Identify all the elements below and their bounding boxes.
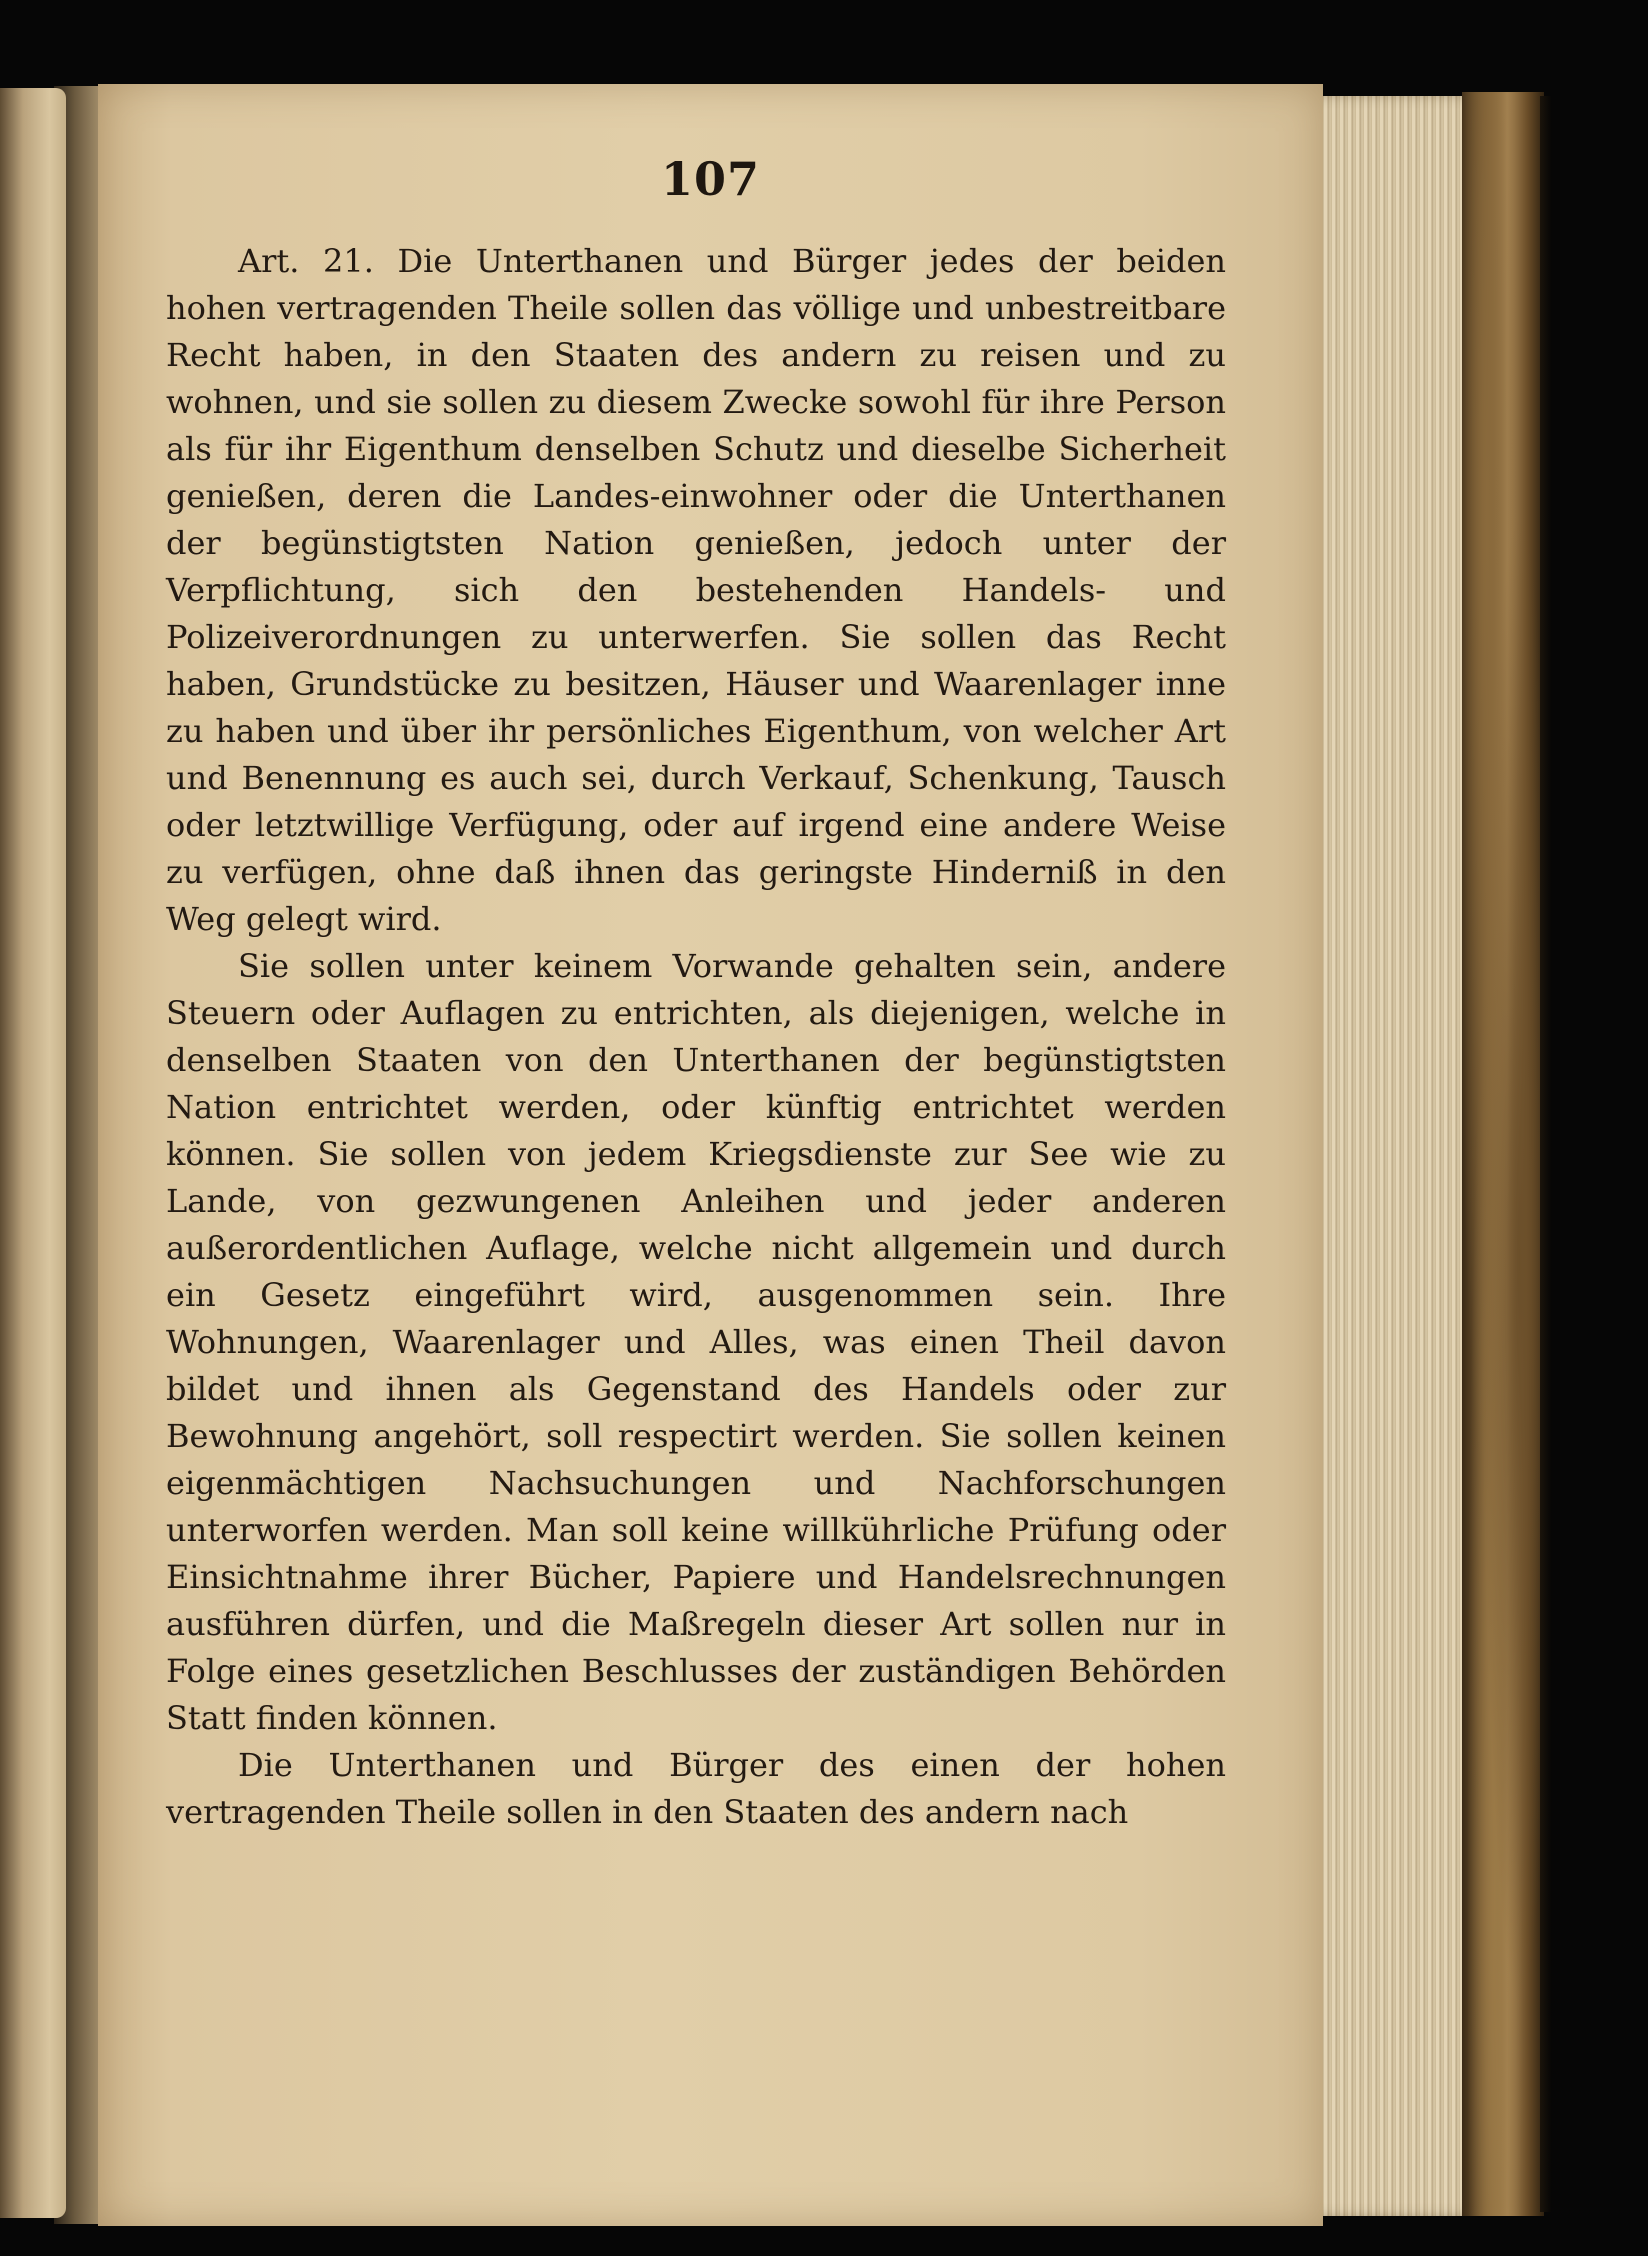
paragraph-article-21: Art. 21. Die Unterthanen und Bürger jedes der beiden hohen vertragenden Theile sollen das völlige und unbestreitbare Recht haben, in den Staaten des andern zu reisen und zu wohnen, und sie sollen zu diesem Zwecke sowohl für ihre Person als für ihr Eigenthum denselben Schutz und dieselbe Sicherheit genießen, deren die Landes-einwohner oder die Unterthanen der begünstigtsten Nation genießen, jedoch unter der Verpflichtung, sich den bestehenden Handels- und Polizeiverordnungen zu unterwerfen. Sie sollen das Recht haben, Grundstücke zu besitzen, Häuser und Waarenlager inne zu haben und über ihr persönliches Eigenthum, von welcher Art und Benennung es auch sei, durch Verkauf, Schenkung, Tausch oder letztwillige Verfügung, oder auf irgend eine andere Weise zu verfügen, ohne daß ihnen das geringste Hinderniß in den Weg gelegt wird. — [166, 242, 1226, 938]
marbled-cover — [1462, 92, 1544, 2216]
paragraph-taxes: Sie sollen unter keinem Vorwande gehalten sein, andere Steuern oder Auflagen zu entrichten, als diejenigen, welche in denselben Staaten von den Unterthanen der begünstigtsten Nation entrichtet werden, oder künftig entrichtet werden können. Sie sollen von jedem Kriegsdienste zur See wie zu Lande, von gezwungenen Anleihen und jeder anderen außerordentlichen Auflage, welche nicht allgemein und durch ein Gesetz eingeführt wird, ausgenommen sein. Ihre Wohnungen, Waarenlager und Alles, was einen Theil davon bildet und ihnen als Gegenstand des Handels oder zur Bewohnung angehört, soll respectirt werden. Sie sollen keinen eigenmächtigen Nachsuchungen und Nachforschungen unterworfen werden. Man soll keine willkührliche Prüfung oder Einsichtnahme ihrer Bücher, Papiere und Handelsrechnungen ausführen dürfen, und die Maßregeln dieser Art sollen nur in Folge eines gesetzlichen Beschlusses der zuständigen Behörden Statt finden können. — [166, 947, 1226, 1737]
page-number: 107 — [660, 152, 761, 206]
page-block-edges — [1300, 96, 1470, 2216]
page-text — [166, 238, 1226, 1836]
paragraph-continuation: Die Unterthanen und Bürger des einen der hohen vertragenden Theile sollen in den Staaten des andern nach — [166, 1746, 1226, 1831]
cover-edge — [1540, 96, 1552, 2212]
previous-page-edge — [0, 88, 66, 2218]
